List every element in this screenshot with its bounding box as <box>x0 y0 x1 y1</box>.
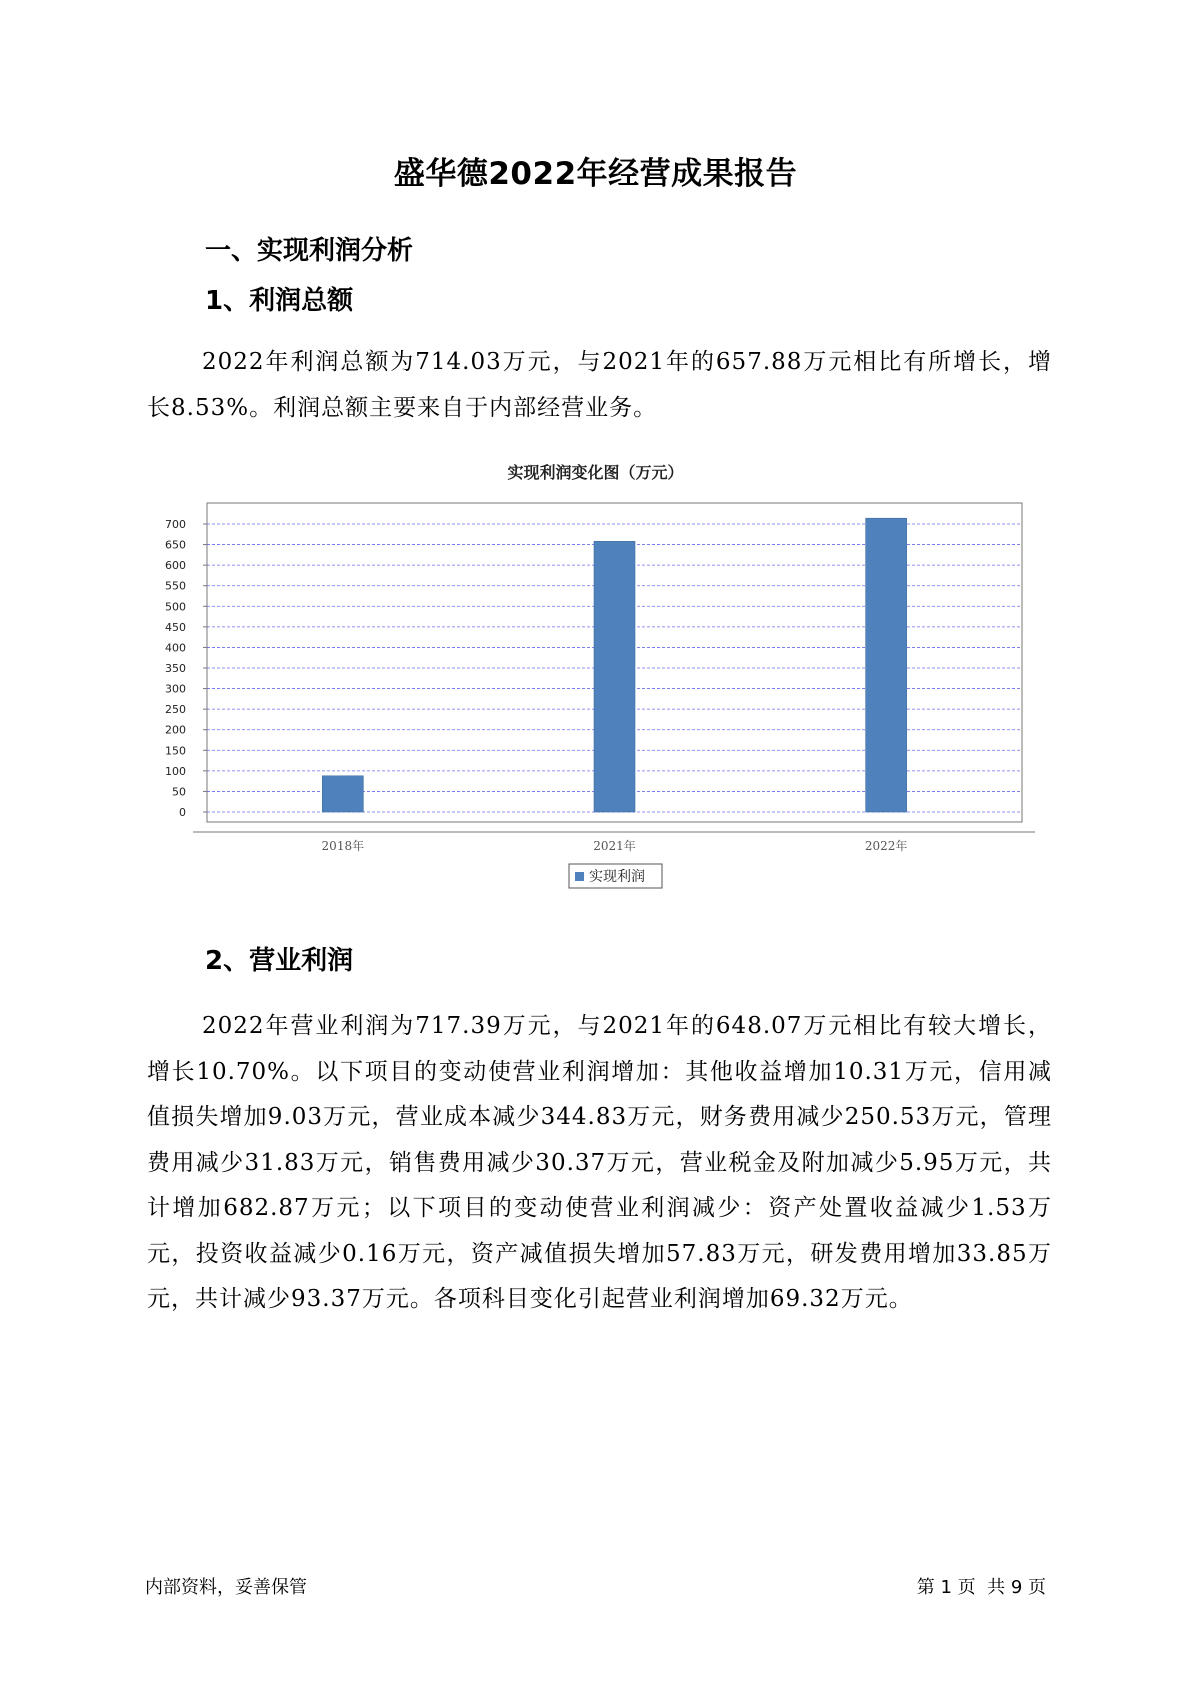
y-tick-label: 500 <box>165 600 186 614</box>
bar-2018年 <box>322 776 363 812</box>
y-tick-label: 550 <box>165 579 186 593</box>
bar-2022年 <box>866 518 907 812</box>
y-tick-label: 200 <box>165 723 186 737</box>
profit-bar-chart <box>150 490 1040 930</box>
subheading-operating-profit: 2、营业利润 <box>205 946 354 976</box>
document-title: 盛华德2022年经营成果报告 <box>393 156 798 192</box>
y-tick-label: 650 <box>165 538 186 552</box>
y-tick-label: 350 <box>165 662 186 675</box>
y-tick-label: 250 <box>165 703 186 717</box>
x-tick-label: 2021年 <box>593 839 636 853</box>
y-tick-label: 0 <box>179 806 186 819</box>
legend-label: 实现利润 <box>589 869 645 885</box>
y-tick-label: 100 <box>165 764 186 778</box>
y-tick-label: 400 <box>165 641 186 655</box>
paragraph-total-profit: 2022年利润总额为714.03万元，与2021年的657.88万元相比有所增长，增长8.53%。利润总额主要来自于内部经营业务。 <box>147 349 1052 421</box>
y-tick-label: 150 <box>165 744 186 758</box>
y-tick-label: 450 <box>165 620 186 634</box>
y-tick-label: 300 <box>165 682 186 696</box>
y-tick-label: 50 <box>172 785 186 799</box>
chart-title: 实现利润变化图（万元） <box>507 463 684 482</box>
subheading-total-profit: 1、利润总额 <box>205 286 354 316</box>
y-tick-label: 700 <box>165 518 186 531</box>
footer-page-number: 第 1 页 共 9 页 <box>916 1577 1046 1598</box>
footer-confidential-note: 内部资料，妥善保管 <box>145 1577 307 1598</box>
x-tick-label: 2022年 <box>864 839 908 853</box>
section-heading-profit-analysis: 一、实现利润分析 <box>205 236 414 266</box>
y-tick-label: 600 <box>165 559 186 573</box>
paragraph-operating-profit: 2022年营业利润为717.39万元，与2021年的648.07万元相比有较大增长，增长10.70%。以下项目的变动使营业利润增加：其他收益增加10.31万元，信用减值损失增加9.03万元，营业成本减少344.83万元，财务费用减少250.53万元，管理费用减少31.83万元，销售费用减少30.37万元，营业税金及附加减少5.95万元，共计增加682.87万元；以下项目的变动使营业利润减少：资产处置收益减少1.53万元，投资收益减少0.16万元，资产减值损失增加57.83万元，研发费用增加33.85万元，共计减少93.37万元。各项科目变化引起营业利润增加69.32万元。 <box>147 1013 1052 1312</box>
legend-swatch <box>575 872 584 881</box>
x-tick-label: 2018年 <box>321 839 365 853</box>
bar-2021年 <box>594 541 635 812</box>
